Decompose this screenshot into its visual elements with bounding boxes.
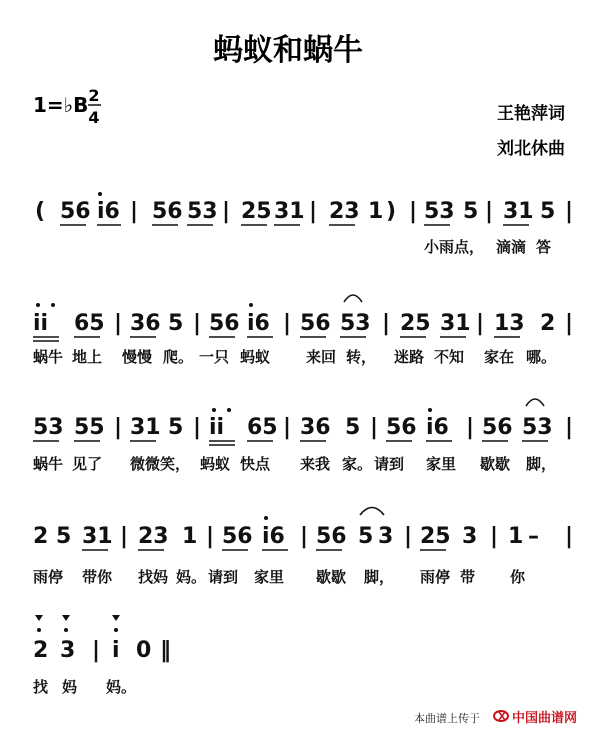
note-group: 5 xyxy=(463,199,479,224)
note-group: 53 xyxy=(187,199,218,224)
lyric: 妈。 xyxy=(106,678,137,696)
octave-dot xyxy=(36,303,40,307)
lyric: 一只 xyxy=(199,348,230,366)
note-group: 2 xyxy=(540,311,556,336)
lyric: 带你 xyxy=(82,568,113,586)
note-group: 65 xyxy=(247,415,278,440)
lyric: 转， xyxy=(346,348,377,366)
note-group: 53 xyxy=(522,415,553,440)
bar-line: | xyxy=(283,415,292,440)
slur-arc xyxy=(526,399,544,406)
note-group: 5 xyxy=(168,311,184,336)
bar-line: | xyxy=(283,311,292,336)
lyric: 微微笑， xyxy=(130,455,191,473)
note-group: 13 xyxy=(494,311,525,336)
octave-dot xyxy=(249,303,253,307)
note-group: 5 xyxy=(168,415,184,440)
lyric: 带 xyxy=(460,568,476,586)
bar-line: | xyxy=(382,311,391,336)
note-group: 56 xyxy=(152,199,183,224)
lyric: 你 xyxy=(510,568,526,586)
lyric: 爬。 xyxy=(163,348,194,366)
bar-line: | xyxy=(466,415,475,440)
bar-line: | xyxy=(92,638,101,663)
note-group: 56 xyxy=(482,415,513,440)
note-group: 55 xyxy=(74,415,105,440)
lyric: 请到 xyxy=(208,568,239,586)
lyric: 雨停 xyxy=(33,568,64,586)
note-group: 1 xyxy=(368,199,384,224)
site-logo-icon xyxy=(494,711,508,721)
note-group: 53 xyxy=(424,199,455,224)
note-group: i6 xyxy=(97,199,120,224)
note-group: 3 xyxy=(60,638,76,663)
upload-notice: 本曲谱上传于 xyxy=(414,712,480,725)
note-group: 36 xyxy=(300,415,331,440)
intro-close-paren: ) xyxy=(386,199,397,224)
composer-credit: 刘北休曲 xyxy=(497,139,565,159)
note-group: 56 xyxy=(316,524,347,549)
note-group: 56 xyxy=(60,199,91,224)
lyric: 家在 xyxy=(484,348,515,366)
lyric: 哪。 xyxy=(526,348,557,366)
bar-line: | xyxy=(193,311,202,336)
bar-line: | xyxy=(370,415,379,440)
note-group: 5 xyxy=(56,524,72,549)
octave-dot xyxy=(212,408,216,412)
note-group: 25 xyxy=(400,311,431,336)
bar-line: | xyxy=(409,199,418,224)
note-group: i6 xyxy=(426,415,449,440)
note-group: ii xyxy=(209,415,225,440)
fermata-marks xyxy=(35,615,120,621)
lyric: 雨停 xyxy=(420,568,451,586)
bar-line: | xyxy=(120,524,129,549)
note-group: 1 xyxy=(508,524,524,549)
lyric: 找妈 xyxy=(138,568,169,586)
lyric: 脚， xyxy=(364,568,395,586)
lyric: 歇歇 xyxy=(480,455,511,473)
key-signature: 1=♭B xyxy=(33,93,89,117)
lyric: 蚂蚁 xyxy=(200,455,231,473)
final-bar-line: ‖ xyxy=(160,638,171,663)
beam-lines xyxy=(33,441,548,445)
lyricist-credit: 王艳萍词 xyxy=(497,104,565,124)
lyric: 找 xyxy=(33,678,49,696)
lyric: 妈。 xyxy=(176,568,207,586)
bar-line: | xyxy=(565,311,574,336)
note-group: 5 xyxy=(358,524,374,549)
lyric: 答 xyxy=(536,238,552,256)
site-name[interactable]: 中国曲谱网 xyxy=(512,711,578,726)
score-row-2 xyxy=(33,295,573,367)
bar-line: | xyxy=(114,415,123,440)
note-group: 31 xyxy=(440,311,471,336)
note-group: 25 xyxy=(420,524,451,549)
note-group: 31 xyxy=(82,524,113,549)
note-group: 2 xyxy=(33,638,49,663)
lyric: 快点 xyxy=(240,455,271,473)
octave-dot xyxy=(64,628,68,632)
bar-line: | xyxy=(114,311,123,336)
octave-dot xyxy=(51,303,55,307)
note-group: – xyxy=(528,524,539,549)
slur-arc xyxy=(344,295,362,302)
note-group: 65 xyxy=(74,311,105,336)
bar-line: | xyxy=(565,524,574,549)
note-group: 2 xyxy=(33,524,49,549)
note-group: 31 xyxy=(274,199,305,224)
lyric: 请到 xyxy=(374,455,405,473)
bar-line: | xyxy=(565,415,574,440)
lyric: 来我 xyxy=(300,455,331,473)
note-group: 31 xyxy=(130,415,161,440)
note-group: 56 xyxy=(386,415,417,440)
score-row-4 xyxy=(33,508,573,588)
note-group: 31 xyxy=(503,199,534,224)
time-signature-numerator: 2 xyxy=(88,86,100,105)
score-row-5 xyxy=(33,615,171,696)
octave-dot xyxy=(227,408,231,412)
octave-dot xyxy=(37,628,41,632)
octave-dot xyxy=(98,192,102,196)
bar-line: | xyxy=(490,524,499,549)
octave-dot xyxy=(264,516,268,520)
bar-line: | xyxy=(565,199,574,224)
note-group: 23 xyxy=(138,524,169,549)
note-group: 5 xyxy=(345,415,361,440)
note-group: 5 xyxy=(540,199,556,224)
note-group: 1 xyxy=(182,524,198,549)
note-group: 25 xyxy=(241,199,272,224)
lyric: 脚， xyxy=(526,455,557,473)
lyric: 小雨点， xyxy=(424,238,485,256)
lyric: 妈 xyxy=(62,678,78,696)
beam-lines xyxy=(33,337,520,341)
note-group: ii xyxy=(33,311,49,336)
note-group: 3 xyxy=(462,524,478,549)
bar-line: | xyxy=(476,311,485,336)
bar-line: | xyxy=(309,199,318,224)
lyric: 滴滴 xyxy=(496,238,527,256)
lyric: 地上 xyxy=(72,348,103,366)
bar-line: | xyxy=(404,524,413,549)
lyric: 迷路 xyxy=(394,348,425,366)
octave-dot xyxy=(114,628,118,632)
note-group: 3 xyxy=(378,524,394,549)
note-group: i6 xyxy=(247,311,270,336)
lyric: 慢慢 xyxy=(122,348,153,366)
note-group: 56 xyxy=(209,311,240,336)
note-group: 0 xyxy=(136,638,152,663)
lyric: 来回 xyxy=(306,348,337,366)
intro-open-paren: ( xyxy=(35,199,46,224)
lyric: 家里 xyxy=(254,568,285,586)
lyric: 家。 xyxy=(342,455,373,473)
bar-line: | xyxy=(193,415,202,440)
lyric: 见了 xyxy=(72,455,103,473)
bar-line: | xyxy=(222,199,231,224)
time-signature-denominator: 4 xyxy=(88,108,100,127)
bar-line: | xyxy=(300,524,309,549)
note-group: 53 xyxy=(340,311,371,336)
lyric: 不知 xyxy=(434,348,465,366)
note-group: i xyxy=(112,638,120,663)
lyric: 蜗牛 xyxy=(33,455,64,473)
bar-line: | xyxy=(485,199,494,224)
note-group: 56 xyxy=(300,311,331,336)
lyric: 家里 xyxy=(426,455,457,473)
note-group: 56 xyxy=(222,524,253,549)
score-title: 蚂蚁和蜗牛 xyxy=(213,33,363,68)
note-group: 36 xyxy=(130,311,161,336)
score-row-1 xyxy=(35,192,573,257)
note-group: 23 xyxy=(329,199,360,224)
lyric: 蜗牛 xyxy=(33,348,64,366)
score-row-3 xyxy=(33,399,573,474)
lyric: 蚂蚁 xyxy=(240,348,271,366)
bar-line: | xyxy=(206,524,215,549)
bar-line: | xyxy=(130,199,139,224)
note-group: i6 xyxy=(262,524,285,549)
note-group: 53 xyxy=(33,415,64,440)
slur-arc xyxy=(360,508,384,516)
octave-dot xyxy=(428,408,432,412)
lyric: 歇歇 xyxy=(316,568,347,586)
